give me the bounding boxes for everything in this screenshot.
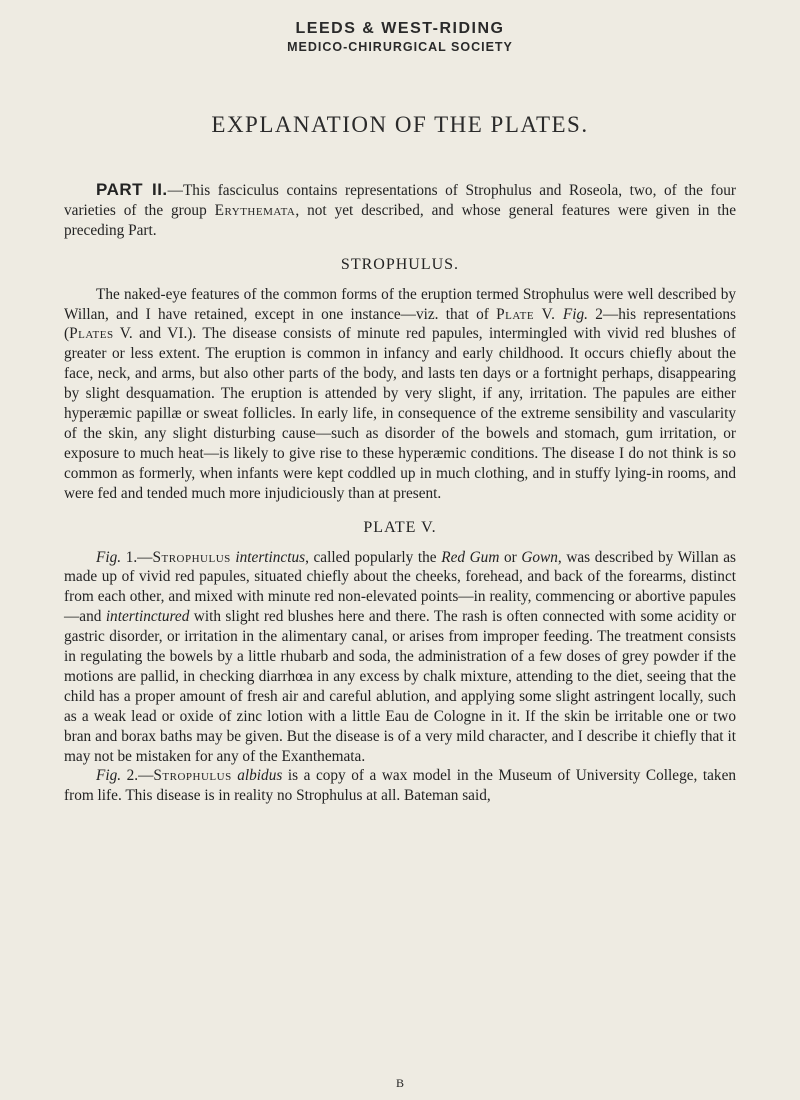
group-name: Erythemata: [214, 201, 296, 219]
fig1-paragraph: Fig. 1.—Strophulus intertinctus, called popularly the Red Gum or Gown, was described by Willan as made up of vivid red papules, situated chiefly about the cheeks, forehead, and back of the forearms, distinct from each other, and mixed with minute red non-elevated points—in reality, commencing or abortive papules—and intertinctured with slight red blushes here and there. The rash is often connected with some acidity or gastric disorder, or irritation in the alimentary canal, or arises from improper feeding. The treatment consists in regulating the bowels by a little rhubarb and soda, the administration of a few doses of grey powder if the motions are pallid, in checking diarrhœa in any excess by chalk mixture, attending to the diet, seeing that the child has a proper amount of fresh air and careful ablution, and applying some slight astringent locally, such as a weak lead or oxide of zinc lotion with a little Eau de Cologne in it. If the skin be irritable one or two bran and borax baths may be given. But the disease is of a very mild character, and I describe it chiefly that it may not be mistaken for any of the Exanthemata.: [64, 548, 737, 765]
fig2-paragraph: Fig. 2.—Strophulus albidus is a copy of a wax model in the Museum of University College, taken from life. This disease is in reality no Strophulus at all. Bateman said,: [64, 767, 737, 805]
part-intro-paragraph: PART II.—This fasciculus contains representations of Strophulus and Roseola, two, of the four varieties of the group Erythemata, not yet described, and whose general features were given in the preceding Part.: [64, 180, 736, 239]
signature-mark: B: [395, 1076, 404, 1090]
stamp-line-2: MEDICO-CHIRURGICAL SOCIETY: [287, 40, 513, 54]
page-title: EXPLANATION OF THE PLATES.: [211, 112, 589, 137]
stamp-line-1: LEEDS & WEST-RIDING: [295, 20, 505, 37]
body-text: [64, 180, 736, 806]
part-label: PART II.: [96, 180, 168, 199]
strophulus-paragraph: The naked-eye features of the common forms of the eruption termed Strophulus were well described by Willan, and I have retained, except in one instance—viz. that of Plate V. Fig. 2—his representations (Plates V. and VI.). The disease consists of minute red papules, intermingled with vivid red blushes of greater or less extent. The eruption is common in infancy and early childhood. It occurs chiefly about the face, neck, and arms, but also other parts of the body, and lasts ten days or a fortnight perhaps, disappearing by slight desquamation. The eruption is attended by very slight, if any, irritation. The papules are either hyperæmic papillæ or sweat follicles. In early life, in consequence of the extreme sensibility and vascularity of the skin, any slight disturbing cause—such as disorder of the bowels and stomach, gum irritation, or exposure to much heat—is likely to give rise to these hyperæmic conditions. The disease I do not think is so common as formerly, when infants were kept coddled up in much clothing, and in stuffy lying-in rooms, and were fed and tended much more injudiciously than at present.: [64, 285, 736, 502]
section-heading-strophulus: STROPHULUS.: [340, 255, 460, 273]
section-heading-plate-v: PLATE V.: [363, 518, 437, 536]
library-stamp: [0, 20, 800, 54]
